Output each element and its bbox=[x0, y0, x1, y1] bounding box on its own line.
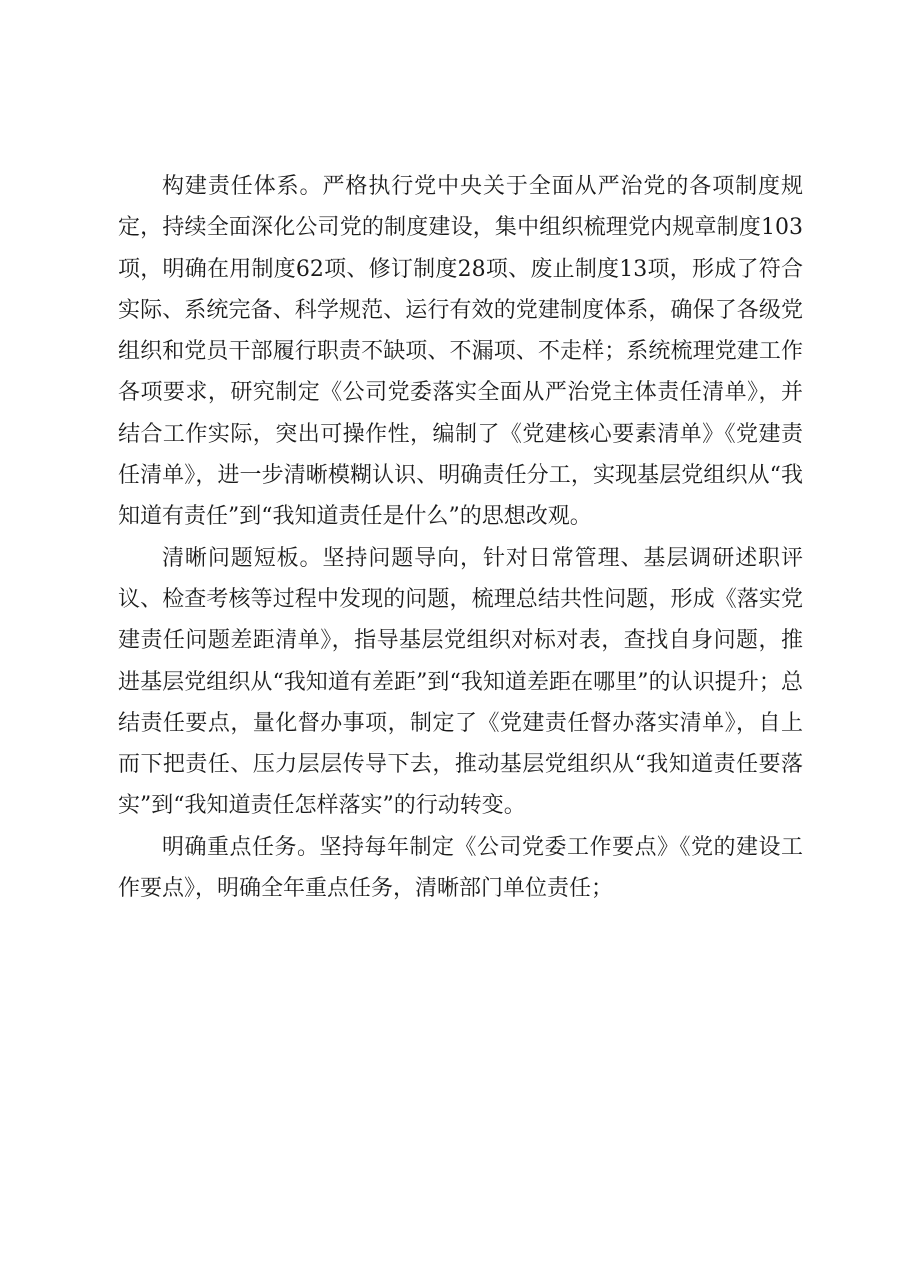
document-body bbox=[118, 166, 803, 909]
paragraph-problem-shortcomings: 清晰问题短板。坚持问题导向，针对日常管理、基层调研述职评议、检查考核等过程中发现的问题，梳理总结共性问题，形成《落实党建责任问题差距清单》，指导基层党组织对标对表，查找自身问题，推进基层党组织从“我知道有差距”到“我知道差距在哪里”的认识提升；总结责任要点，量化督办事项，制定了《党建责任督办落实清单》，自上而下把责任、压力层层传导下去，推动基层党组织从“我知道责任要落实”到“我知道责任怎样落实”的行动转变。 bbox=[118, 545, 803, 819]
paragraph-responsibility-system: 构建责任体系。严格执行党中央关于全面从严治党的各项制度规定，持续全面深化公司党的制度建设，集中组织梳理党内规章制度103项，明确在用制度62项、修订制度28项、废止制度13项，形成了符合实际、系统完备、科学规范、运行有效的党建制度体系，确保了各级党组织和党员干部履行职责不缺项、不漏项、不走样；系统梳理党建工作各项要求，研究制定《公司党委落实全面从严治党主体责任清单》，并结合工作实际，突出可操作性，编制了《党建核心要素清单》《党建责任清单》，进一步清晰模糊认识、明确责任分工，实现基层党组织从“我知道有责任”到“我知道责任是什么”的思想改观。 bbox=[118, 174, 803, 530]
paragraph-key-tasks: 明确重点任务。坚持每年制定《公司党委工作要点》《党的建设工作要点》，明确全年重点任务，清晰部门单位责任； bbox=[118, 834, 803, 902]
